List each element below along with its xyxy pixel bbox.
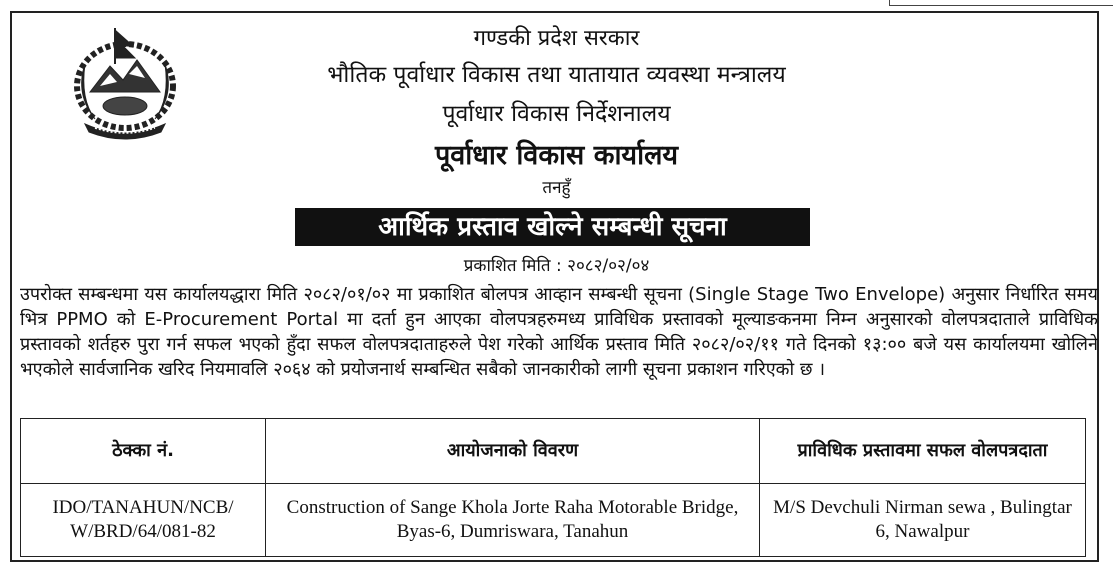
table-row [21, 484, 1086, 557]
office-name: पूर्वाधार विकास कार्यालय [434, 140, 679, 171]
cell-project: Construction of Sange Khola Jorte Raha Motorable Bridge, Byas-6, Dumriswara, Tanahun [266, 484, 760, 557]
header-bidder: प्राविधिक प्रस्तावमा सफल वोलपत्रदाता [760, 419, 1086, 484]
notice-title: आर्थिक प्रस्ताव खोल्ने सम्बन्धी सूचना [295, 208, 810, 246]
government-name: गण्डकी प्रदेश सरकार [473, 26, 640, 51]
header-project: आयोजनाको विवरण [266, 419, 760, 484]
directorate-name: पूर्वाधार विकास निर्देशनालय [442, 101, 671, 127]
contract-table [20, 418, 1086, 557]
district-name: तनहुँ [542, 178, 571, 198]
page-edge-line [889, 0, 1113, 6]
ministry-name: भौतिक पूर्वाधार विकास तथा यातायात व्यवस्था मन्त्रालय [327, 62, 786, 88]
cell-contract-no: IDO/TANAHUN/NCB/ W/BRD/64/081-82 [21, 484, 266, 557]
header-contract-no: ठेक्का नं. [21, 419, 266, 484]
notice-body: उपरोक्त सम्बन्धमा यस कार्यालयद्धारा मिति २०८२/०१/०२ मा प्रकाशित बोलपत्र आव्हान सम्बन्धी सूचना (Single Stage Two Envelope) अनुसार निर्धारित समय भित्र PPMO को E-Procurement Portal मा दर्ता हुन आएका वोलपत्रहरुमध्य प्राविधिक प्रस्तावको मूल्याङकनमा निम्न अनुसारको वोलपत्रदाताले प्राविधिक प्रस्तावको शर्तहरु पुरा गर्न सफल भएको हुँदा सफल वोलपत्रदाताहरुले पेश गरेको आर्थिक प्रस्ताव मिति २०८२/०२/११ गते दिनको १३:०० बजे यस कार्यालयमा खोलिने भएकोले सार्वजानिक खरिद नियमावलि २०६४ को प्रयोजनार्थ सम्बन्धित सबैको जानकारीको लागी सूचना प्रकाशन गरिएको छ । [20, 284, 1098, 380]
published-date: प्रकाशित मिति : २०८२/०२/०४ [463, 256, 650, 276]
table-header-row [21, 419, 1086, 484]
cell-bidder: M/S Devchuli Nirman sewa , Bulingtar 6, Nawalpur [760, 484, 1086, 557]
